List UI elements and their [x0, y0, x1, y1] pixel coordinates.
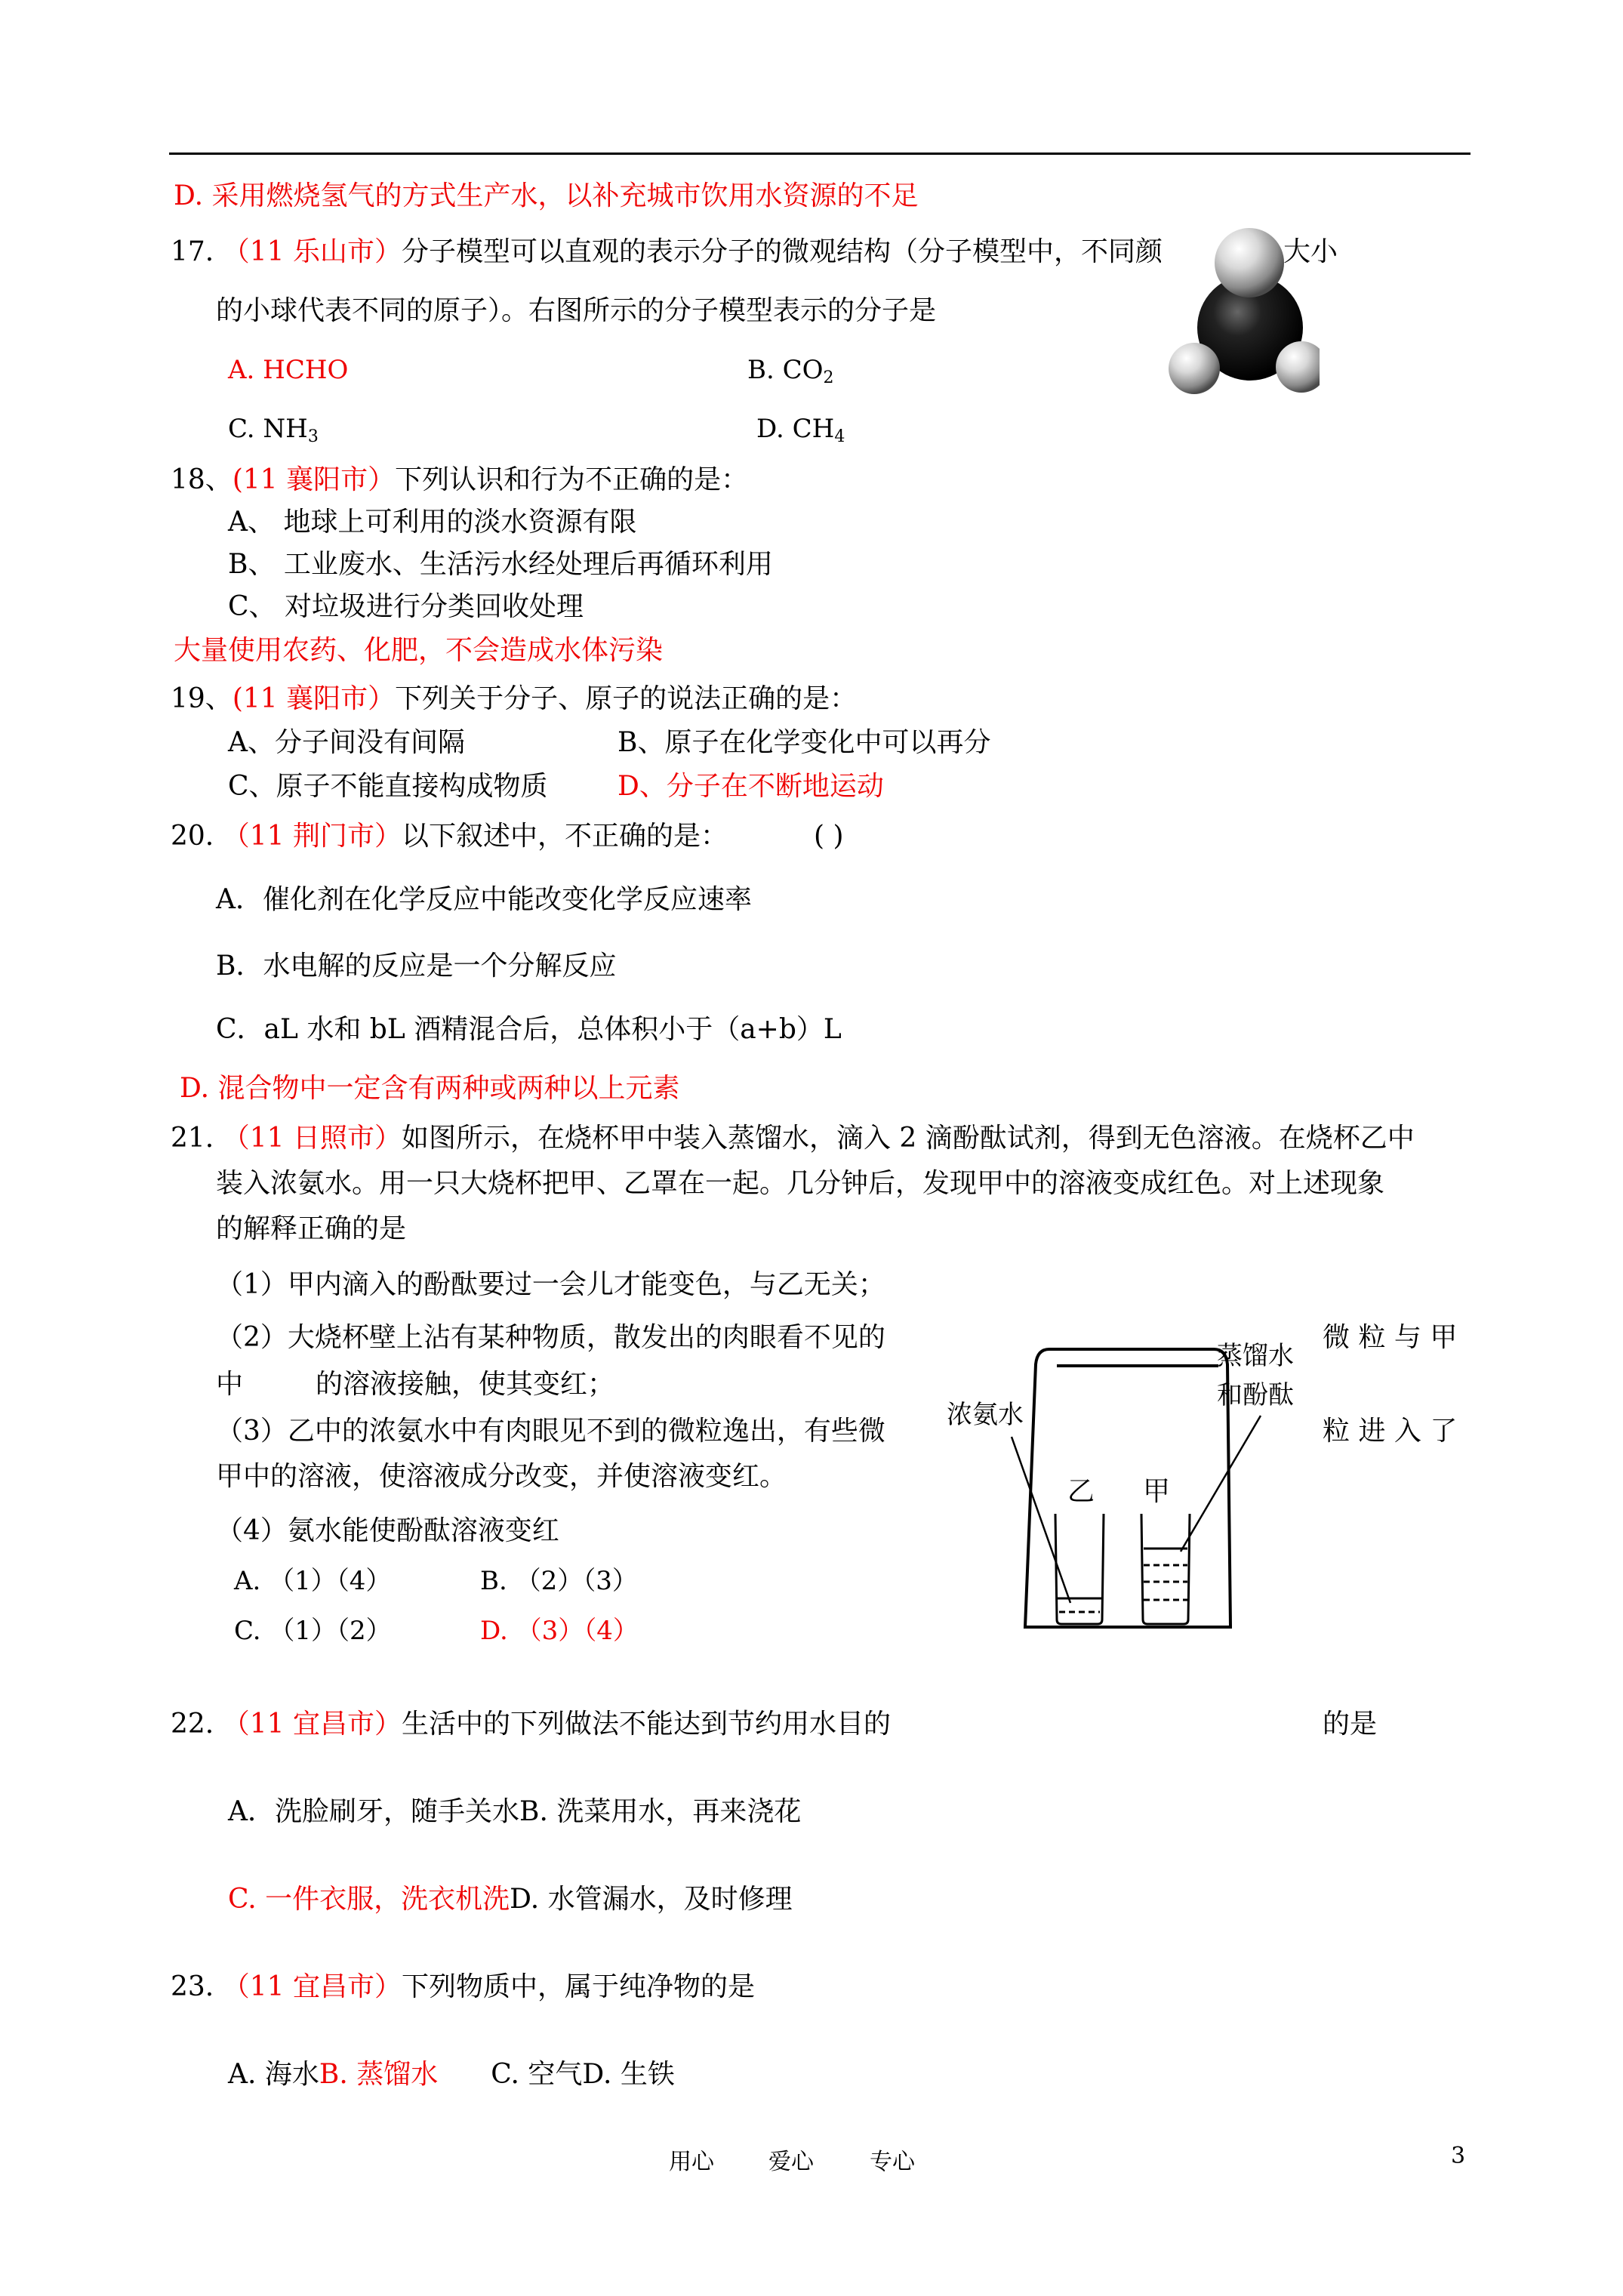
label-ammonia: 浓氨水 [947, 1400, 1024, 1430]
q18-option-a: A、 地球上可利用的淡水资源有限 [228, 507, 637, 538]
q20-source: （11 荆门市） [222, 821, 402, 852]
q21-option-d: D. （3）（4） [480, 1616, 639, 1646]
label-distilled-1: 蒸馏水 [1217, 1341, 1294, 1371]
beaker-jia-outline [1141, 1514, 1190, 1624]
q21-statement-3c: 甲中的溶液，使溶液成分改变，并使溶液变红。 [216, 1461, 787, 1492]
q22-option-a: A．洗脸刷牙，随手关水 [228, 1796, 519, 1827]
q19-option-d: D、分子在不断地运动 [617, 771, 884, 802]
q22-source: （11 宜昌市） [222, 1709, 402, 1740]
q23-option-c: C. 空气 [491, 2059, 583, 2090]
q23-option-d: D. 生铁 [582, 2059, 675, 2090]
q17-number: 17. [171, 236, 214, 267]
q21-statement-1: （1）甲内滴入的酚酞要过一会儿才能变色，与乙无关； [216, 1269, 885, 1300]
q21-statement-2c: 中 [216, 1369, 244, 1400]
q22-stem: 22. （11 宜昌市）生活中的下列做法不能达到节约用水目的 [171, 1709, 891, 1740]
q18-stem: 18、(11 襄阳市）下列认识和行为不正确的是： [171, 464, 749, 495]
q21-statement-4: （4）氨水能使酚酞溶液变红 [216, 1515, 559, 1546]
distilled-leader-line [1181, 1416, 1261, 1552]
q17-stem-line2: 的小球代表不同的原子）。右图所示的分子模型表示的分子是 [216, 295, 937, 326]
q22-option-d: D. 水管漏水，及时修理 [510, 1884, 793, 1915]
q20-option-d: D. 混合物中一定含有两种或两种以上元素 [180, 1073, 680, 1104]
q19-option-c: C、原子不能直接构成物质 [228, 771, 548, 802]
label-distilled-2: 和酚酞 [1217, 1380, 1294, 1410]
q23-option-b: B. 蒸馏水 [319, 2059, 439, 2090]
q22-option-c: C. 一件衣服，洗衣机洗 [228, 1884, 510, 1915]
q18-option-d: 大量使用农药、化肥，不会造成水体污染 [174, 635, 664, 666]
q17-stem [171, 236, 1163, 269]
q18-option-b: B、 工业废水、生活污水经处理后再循环利用 [228, 549, 773, 580]
q17-stem-tail: 大小 [1283, 236, 1338, 267]
footer-motto-3: 专心 [870, 2149, 915, 2175]
q20-option-b: B．水电解的反应是一个分解反应 [216, 951, 617, 982]
q16-option-d: D. 采用燃烧氢气的方式生产水，以补充城市饮用水资源的不足 [174, 180, 919, 211]
q21-option-a: A. （1）（4） [234, 1566, 392, 1596]
q23-source: （11 宜昌市） [222, 1971, 402, 2002]
q21-stem-line1: 21. （11 日照市）如图所示，在烧杯甲中装入蒸馏水，滴入 2 滴酚酞试剂，得到无色溶液。在烧杯乙中 [171, 1123, 1415, 1154]
q21-statement-2d: 的溶液接触，使其变红； [316, 1369, 615, 1400]
q17-source: （11 乐山市） [222, 236, 402, 267]
q21-stem-line3: 的解释正确的是 [216, 1213, 407, 1244]
q20-answer-blank: ( ) [814, 821, 844, 852]
q21-stem-line2: 装入浓氨水。用一只大烧杯把甲、乙罩在一起。几分钟后，发现甲中的溶液变成红色。对上述现象 [216, 1168, 1385, 1199]
q23-stem: 23. （11 宜昌市）下列物质中，属于纯净物的是 [171, 1971, 755, 2002]
q21-source: （11 日照市） [222, 1123, 402, 1154]
q19-option-b: B、原子在化学变化中可以再分 [617, 727, 991, 758]
q22-option-b: B. 洗菜用水，再来浇花 [519, 1796, 802, 1827]
q21-statement-2b: 微 粒 与 甲 [1323, 1322, 1458, 1353]
header-rule [169, 153, 1471, 155]
q20-stem: 20. （11 荆门市）以下叙述中，不正确的是： [171, 821, 728, 852]
q21-statement-2a: （2）大烧杯壁上沾有某种物质，散发出的肉眼看不见的 [216, 1322, 885, 1353]
beaker-experiment-figure [944, 1325, 1329, 1642]
footer-motto-1: 用心 [669, 2149, 714, 2175]
q17-stem-line1: 分子模型可以直观的表示分子的微观结构（分子模型中，不同颜 [401, 236, 1163, 267]
left-atom-ball [1169, 343, 1220, 394]
label-beaker-jia: 甲 [1143, 1476, 1171, 1507]
q20-option-a: A．催化剂在化学反应中能改变化学反应速率 [216, 884, 752, 915]
q17-option-c: C. $NH_3$ [228, 414, 319, 446]
q19-stem: 19、(11 襄阳市）下列关于分子、原子的说法正确的是： [171, 683, 858, 714]
q19-option-a: A、分子间没有间隔 [228, 727, 465, 758]
label-beaker-yi: 乙 [1067, 1476, 1095, 1507]
beaker-yi-outline [1055, 1514, 1104, 1624]
page-number: 3 [1451, 2143, 1466, 2169]
q21-option-c: C. （1）（2） [234, 1616, 392, 1646]
q21-statement-3b: 粒 进 入 了 [1323, 1416, 1458, 1447]
q21-statement-3a: （3）乙中的浓氨水中有肉眼见不到的微粒逸出，有些微 [216, 1416, 885, 1447]
q21-option-b: B. （2）（3） [480, 1566, 638, 1596]
ammonia-leader-line [1012, 1437, 1070, 1603]
q22-options-ab [228, 1795, 801, 1829]
q22-stem-tail: 的是 [1323, 1709, 1378, 1740]
footer-motto-2: 爱心 [768, 2149, 814, 2175]
q17-option-a: A. HCHO [228, 355, 349, 385]
q23-option-a: A. 海水 [228, 2059, 319, 2090]
q17-option-b: B. $CO_2$ [747, 355, 834, 387]
top-atom-ball [1215, 228, 1284, 297]
q18-option-c: C、 对垃圾进行分类回收处理 [228, 591, 584, 622]
q17-option-d: D. $CH_4$ [756, 414, 845, 446]
molecule-model-figure [1169, 220, 1320, 402]
q20-option-c: C．aL 水和 bL 酒精混合后，总体积小于（a+b）L [216, 1014, 842, 1045]
q18-source: (11 襄阳市） [232, 464, 396, 495]
q19-source: (11 襄阳市） [232, 683, 396, 714]
q22-options-cd [228, 1883, 793, 1916]
q23-options [228, 2058, 675, 2091]
